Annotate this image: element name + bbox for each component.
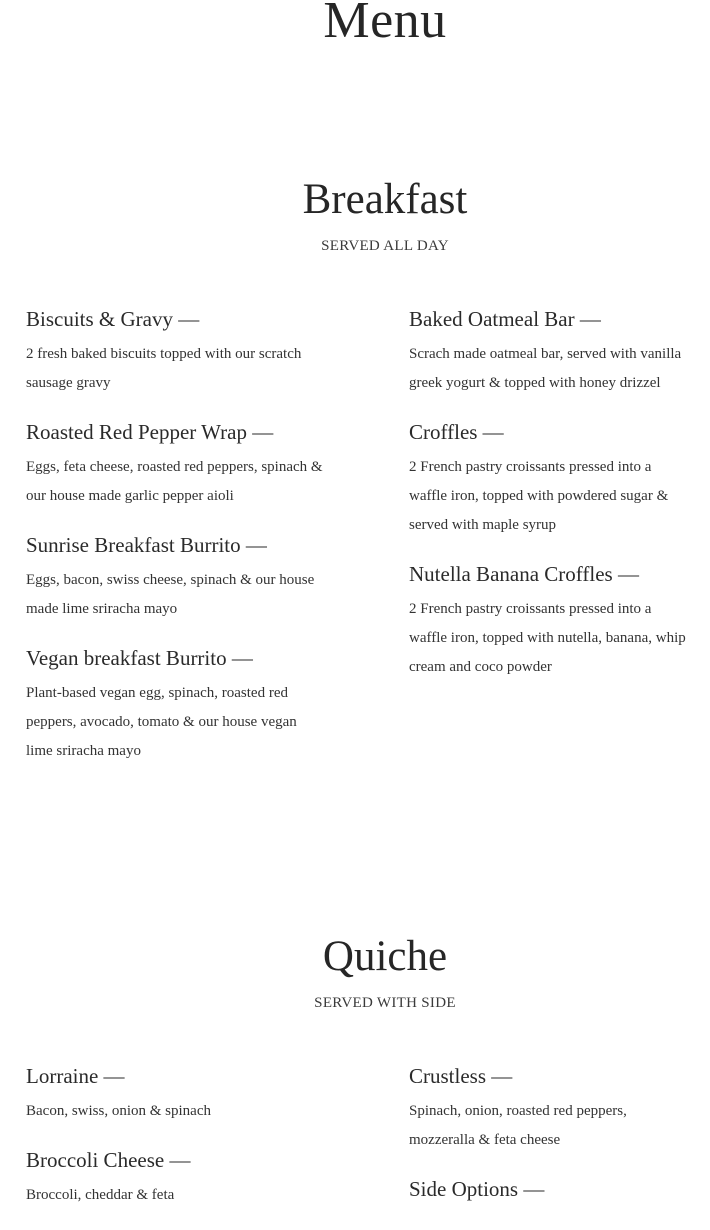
menu-item-title: Lorraine — xyxy=(26,1064,125,1088)
breakfast-heading: Breakfast xyxy=(302,176,468,223)
quiche-heading: Quiche xyxy=(322,933,448,980)
menu-item-description: 2 fresh baked biscuits topped with our scratch sausage gravy xyxy=(26,346,302,391)
quiche-section xyxy=(0,931,710,1013)
menu-item-broccoli-cheese xyxy=(26,1146,326,1210)
breakfast-section xyxy=(0,174,710,256)
menu-item-description: 2 French pastry croissants pressed into a waffle iron, topped with powdered sugar & served with maple syrup xyxy=(409,459,669,533)
menu-item-title: Biscuits & Gravy — xyxy=(26,307,200,331)
menu-item-title: Baked Oatmeal Bar — xyxy=(409,307,601,331)
menu-item-title: Nutella Banana Croffles — xyxy=(409,562,639,586)
menu-item-crustless xyxy=(409,1062,691,1155)
quiche-left-column xyxy=(26,1062,326,1230)
menu-item-title: Crustless — xyxy=(409,1064,513,1088)
menu-item-title: Roasted Red Pepper Wrap — xyxy=(26,420,274,444)
menu-item-title: Vegan breakfast Burrito — xyxy=(26,646,253,670)
menu-item-description: Spinach, onion, roasted red peppers, mozzeralla & feta cheese xyxy=(409,1103,627,1148)
menu-item-description: Broccoli, cheddar & feta xyxy=(26,1187,175,1203)
menu-item-side-options xyxy=(409,1175,691,1203)
menu-item-vegan-breakfast-burrito xyxy=(26,644,326,766)
menu-item-title: Sunrise Breakfast Burrito — xyxy=(26,533,267,557)
menu-item-description: Scrach made oatmeal bar, served with vanilla greek yogurt & topped with honey drizzel xyxy=(409,346,682,391)
menu-item-description: Plant-based vegan egg, spinach, roasted red peppers, avocado, tomato & our house vegan lime sriracha mayo xyxy=(26,685,297,759)
menu-item-sunrise-breakfast-burrito xyxy=(26,531,326,624)
quiche-subheading: SERVED WITH SIDE xyxy=(314,995,456,1011)
menu-item-lorraine xyxy=(26,1062,326,1126)
breakfast-left-column xyxy=(26,305,326,786)
menu-item-baked-oatmeal-bar xyxy=(409,305,691,398)
menu-item-biscuits-gravy xyxy=(26,305,326,398)
menu-item-roasted-red-pepper-wrap xyxy=(26,418,326,511)
menu-item-description: 2 French pastry croissants pressed into a waffle iron, topped with nutella, banana, whip cream and coco powder xyxy=(409,601,686,675)
menu-item-description: Eggs, feta cheese, roasted red peppers, spinach & our house made garlic pepper aioli xyxy=(26,459,323,504)
menu-item-title: Side Options — xyxy=(409,1177,545,1201)
menu-item-description: Bacon, swiss, onion & spinach xyxy=(26,1103,211,1119)
menu-item-title: Broccoli Cheese — xyxy=(26,1148,191,1172)
breakfast-right-column xyxy=(409,305,691,702)
menu-item-croffles xyxy=(409,418,691,540)
menu-item-title: Croffles — xyxy=(409,420,504,444)
page-title: Menu xyxy=(323,0,447,49)
menu-item-description: Eggs, bacon, swiss cheese, spinach & our house made lime sriracha mayo xyxy=(26,572,315,617)
quiche-right-column xyxy=(409,1062,691,1223)
menu-item-nutella-banana-croffles xyxy=(409,560,691,682)
breakfast-subheading: SERVED ALL DAY xyxy=(321,238,449,254)
